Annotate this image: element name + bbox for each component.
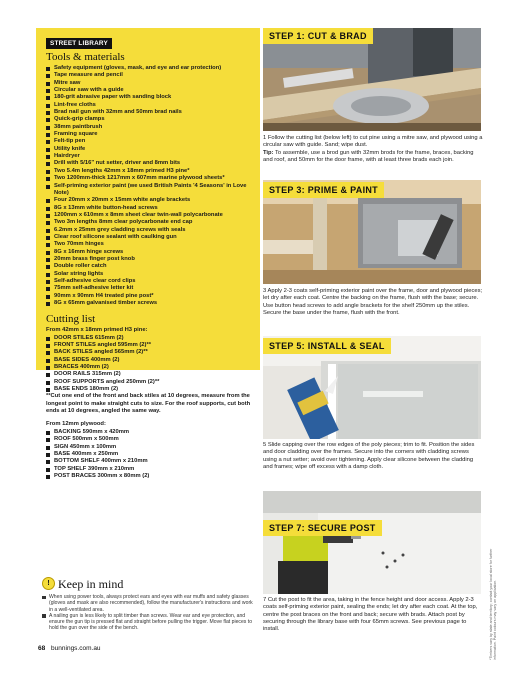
tool-item: 90mm x 90mm H4 treated pine post* <box>46 293 256 300</box>
keep-in-mind-title: Keep in mind <box>58 577 124 591</box>
site-url: bunnings.com.au <box>51 645 101 652</box>
tool-item: 8G x 16mm hinge screws <box>46 249 256 256</box>
ply-cut-item: BOTTOM SHELF 400mm x 210mm <box>46 458 256 465</box>
tool-item: Lint-free cloths <box>46 102 256 109</box>
tool-item: 20mm brass finger post knob <box>46 256 256 263</box>
pine-cut-item: BRACES 400mm (2) <box>46 364 256 371</box>
pine-cut-item: FRONT STILES angled 595mm (2)** <box>46 342 256 349</box>
tool-item: 1200mm x 610mm x 8mm sheet clear twin-wall polycarbonate <box>46 212 256 219</box>
tool-item: Two 5.4m lengths 42mm x 18mm primed H3 pine* <box>46 168 256 175</box>
pine-cut-item: DOOR RAILS 315mm (2) <box>46 371 256 378</box>
tool-item: Solar string lights <box>46 271 256 278</box>
tool-item: Hairdryer <box>46 153 256 160</box>
ply-cut-item: POST BRACES 300mm x 80mm (2) <box>46 473 256 480</box>
pine-cut-list <box>46 335 256 394</box>
tool-item: Felt-tip pen <box>46 138 256 145</box>
step5-title: STEP 5: INSTALL & SEAL <box>263 338 391 354</box>
tool-item: Four 20mm x 20mm x 15mm white angle brackets <box>46 197 256 204</box>
ply-cut-item: SIGN 450mm x 100mm <box>46 444 256 451</box>
tool-item: Safety equipment (gloves, mask, and eye and ear protection) <box>46 65 256 72</box>
pine-intro: From 42mm x 18mm primed H3 pine: <box>46 327 148 334</box>
tools-section <box>46 51 256 480</box>
pine-cut-item: DOOR STILES 615mm (2) <box>46 335 256 342</box>
tool-item: 6.2mm x 25mm grey cladding screws with seals <box>46 227 256 234</box>
section-tag: STREET LIBRARY <box>46 38 112 49</box>
ply-cut-item: BASE 400mm x 250mm <box>46 451 256 458</box>
pine-cut-item: BASE SIDES 400mm (2) <box>46 357 256 364</box>
keep-in-mind-item: A nailing gun is less likely to split timber than screws. Wear ear and eye protection, and ensure the gun tip is pressed flat and straight before pulling the trigger. Move flat pieces to hold the gun over the side of the bench. <box>42 613 258 632</box>
tool-item: Clear roof silicone sealant with caulking gun <box>46 234 256 241</box>
step3-title: STEP 3: PRIME & PAINT <box>263 182 384 198</box>
ply-cut-item: TOP SHELF 390mm x 210mm <box>46 466 256 473</box>
step7-title: STEP 7: SECURE POST <box>263 520 382 536</box>
step5-text: 5 Slide capping over the row edges of the poly pieces; trim to fit. Position the sides and door cladding over the frames. Secure into the corners with cladding screws using a nut setter; avoid over tightening. Apply clear silicone between the cladding and frames; wipe off excess with a damp cloth. <box>263 442 475 470</box>
tool-item: Self-adhesive clear cord clips <box>46 278 256 285</box>
keep-in-mind-list <box>42 594 258 632</box>
step7-text: 7 Cut the post to fit the area, taking in the fence height and door access. Apply 2-3 coats self-priming exterior paint, sealing the ends; let dry after each coat. At the top, centre the post braces on the front and back; secure with brads. Attach post by securing through the library base with four 65mm screws. See previous page to install. <box>263 597 478 633</box>
tool-item: Drill with 5/16" nut setter, driver and 8mm bits <box>46 160 256 167</box>
tool-item: Quick-grip clamps <box>46 116 256 123</box>
info-book-icon: ! <box>42 577 55 590</box>
drill-illustration <box>263 491 481 594</box>
tools-heading: Tools & materials <box>46 51 125 63</box>
pine-cut-item: ROOF SUPPORTS angled 250mm (2)** <box>46 379 256 386</box>
ply-cut-item: BACKING 590mm x 420mm <box>46 429 256 436</box>
tool-item: 38mm paintbrush <box>46 124 256 131</box>
pine-cut-item: BASE ENDS 180mm (2) <box>46 386 256 393</box>
tool-item: Framing square <box>46 131 256 138</box>
step3-text: 3 Apply 2-3 coats self-priming exterior paint over the frame, door and plywood pieces; let dry after each coat. Centre the backing on the frame, flush with the base; secure. Use button head screws to add angle brackets for the shelf 250mm up the stiles. Secure the base under the frame, flush with the front. <box>263 288 483 316</box>
tool-item: 8G x 13mm white button-head screws <box>46 205 256 212</box>
tool-item: Two 3m lengths 8mm clear polycarbonate end cap <box>46 219 256 226</box>
ply-cut-list <box>46 429 256 480</box>
tools-list <box>46 65 256 307</box>
tool-item: 180-grit abrasive paper with sanding block <box>46 94 256 101</box>
ply-cut-item: ROOF 500mm x 500mm <box>46 436 256 443</box>
step1-title: STEP 1: CUT & BRAD <box>263 28 373 44</box>
tool-item: Mitre saw <box>46 80 256 87</box>
step7-photo <box>263 491 481 594</box>
keep-in-mind-item: When using power tools, always protect ears and eyes with ear muffs and safety glasses (gloves and mask are also recommended), follow the manufacturer's instructions and work in a well-ventilated area. <box>42 594 258 613</box>
pine-note: **Cut one end of the front and back stiles at 10 degrees, measure from the longest point to make straight cuts to size. For the roof supports, cut both ends at 10 degrees, angled the same way. <box>46 393 251 415</box>
page-footer <box>38 645 101 652</box>
tool-item: 8G x 65mm galvanised timber screws <box>46 300 256 307</box>
tool-item: Two 70mm hinges <box>46 241 256 248</box>
timber-side-note: *Timbers vary by state and territory; contact your local store for further information. Paint colours may vary on application. <box>489 548 498 660</box>
page-number: 68 <box>38 645 46 652</box>
tool-item: Brad nail gun with 32mm and 50mm brad nails <box>46 109 256 116</box>
pine-cut-item: BACK STILES angled 565mm (2)** <box>46 349 256 356</box>
tool-item: Circular saw with a guide <box>46 87 256 94</box>
ply-intro: From 12mm plywood: <box>46 421 106 428</box>
tool-item: Two 1200mm-thick 1217mm x 607mm marine plywood sheets* <box>46 175 256 182</box>
tool-item: Utility knife <box>46 146 256 153</box>
tool-item: Tape measure and pencil <box>46 72 256 79</box>
step1-text: 1 Follow the cutting list (below left) to cut pine using a mitre saw, and plywood using a circular saw with guide. Sand; wipe dust. Tip: To assemble, use a brod gun with 32mm brods for the frame, braces, backing and roof, and 50mm for the door frame, with at least three brads each join. <box>263 135 483 163</box>
cutting-heading: Cutting list <box>46 313 96 326</box>
tool-item: 75mm self-adhesive letter kit <box>46 285 256 292</box>
tool-item: Self-priming exterior paint (we used British Paints '4 Seasons' in Love Note) <box>46 183 256 198</box>
tool-item: Double roller catch <box>46 263 256 270</box>
